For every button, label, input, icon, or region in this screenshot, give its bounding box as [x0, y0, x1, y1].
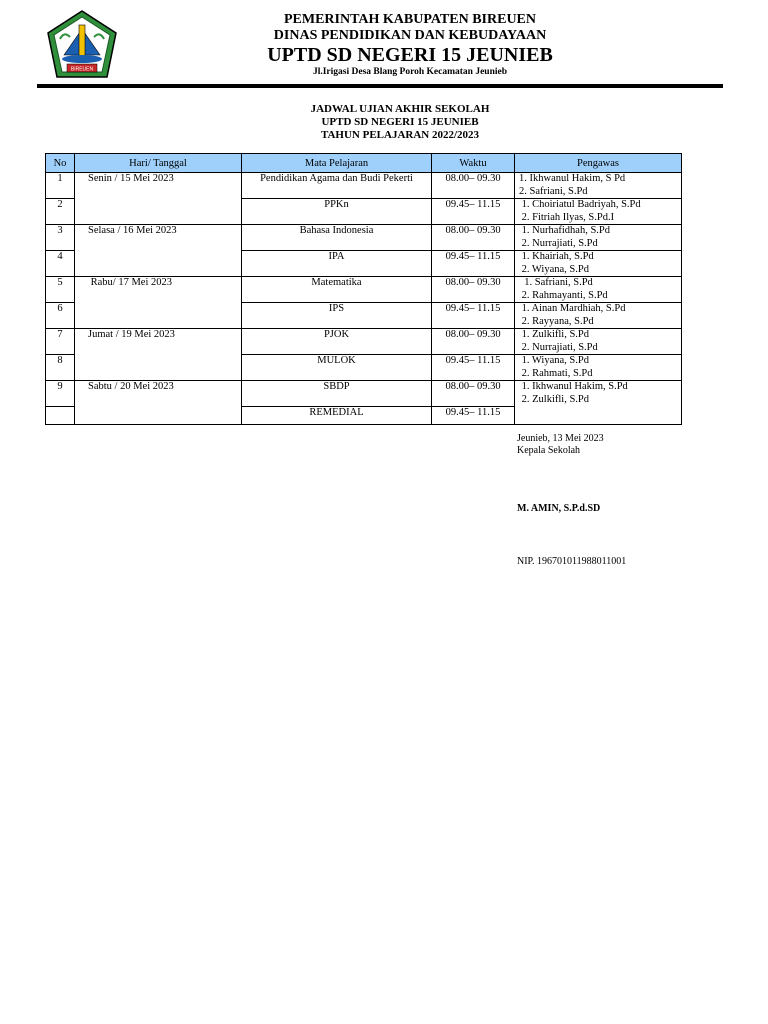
cell-pengawas: [515, 381, 682, 425]
pengawas-1: 1. Ikhwanul Hakim, S Pd: [519, 173, 626, 184]
kop-line-government: PEMERINTAH KABUPATEN BIREUEN: [283, 12, 537, 27]
cell-mata-pelajaran: PPKn: [242, 199, 432, 225]
header-pengawas: Pengawas: [515, 154, 682, 173]
cell-waktu: 08.00– 09.30: [432, 277, 515, 303]
pengawas-1: 1. Safriani, S.Pd: [519, 277, 593, 288]
cell-waktu: 09.45– 11.15: [432, 407, 515, 425]
cell-pengawas: [515, 251, 682, 277]
signature-name: M. AMIN, S.P.d.SD: [517, 503, 601, 514]
header-waktu: Waktu: [432, 154, 515, 173]
cell-hari-tanggal: Rabu/ 17 Mei 2023: [75, 277, 242, 329]
cell-mata-pelajaran: SBDP: [242, 381, 432, 407]
pengawas-2: 2. Rahmayanti, S.Pd: [519, 289, 608, 301]
cell-pengawas: [515, 277, 682, 303]
cell-mata-pelajaran: Matematika: [242, 277, 432, 303]
table-row: [46, 277, 682, 303]
pengawas-1: 1. Choiriatul Badriyah, S.Pd: [519, 199, 641, 210]
cell-mata-pelajaran: IPA: [242, 251, 432, 277]
cell-pengawas: [515, 329, 682, 355]
cell-no: 5: [46, 277, 75, 303]
table-row: [46, 225, 682, 251]
cell-pengawas: [515, 355, 682, 381]
cell-waktu: 08.00– 09.30: [432, 173, 515, 199]
cell-hari-tanggal: Selasa / 16 Mei 2023: [75, 225, 242, 277]
header-mata-pelajaran: Mata Pelajaran: [242, 154, 432, 173]
table-row: [46, 329, 682, 355]
letterhead-divider: [37, 84, 723, 88]
cell-mata-pelajaran: Pendidikan Agama dan Budi Pekerti: [242, 173, 432, 199]
cell-no: 1: [46, 173, 75, 199]
cell-pengawas: [515, 303, 682, 329]
table-body: [46, 173, 682, 425]
cell-no: 6: [46, 303, 75, 329]
cell-waktu: 09.45– 11.15: [432, 199, 515, 225]
cell-pengawas: [515, 225, 682, 251]
pengawas-2: 2. Safriani, S.Pd: [519, 185, 588, 197]
kop-line-school: UPTD SD NEGERI 15 JEUNIEB: [267, 44, 553, 66]
signature-place-date: Jeunieb, 13 Mei 2023: [517, 433, 604, 444]
document-subtitle-year: TAHUN PELAJARAN 2022/2023: [320, 129, 480, 141]
cell-waktu: 09.45– 11.15: [432, 251, 515, 277]
table-row: [46, 173, 682, 199]
cell-waktu: 08.00– 09.30: [432, 329, 515, 355]
bireuen-regency-logo: [44, 9, 120, 81]
document-subtitle-school: UPTD SD NEGERI 15 JEUNIEB: [321, 116, 479, 128]
table-header-row: [46, 154, 682, 173]
pengawas-1: 1. Ikhwanul Hakim, S.Pd: [519, 381, 628, 392]
cell-mata-pelajaran: IPS: [242, 303, 432, 329]
cell-no: 4: [46, 251, 75, 277]
table-row: [46, 381, 682, 407]
cell-pengawas: [515, 173, 682, 199]
pengawas-2: 2. Nurrajiati, S.Pd: [519, 341, 598, 353]
cell-no: [46, 407, 75, 425]
cell-no: 9: [46, 381, 75, 407]
cell-pengawas: [515, 199, 682, 225]
cell-waktu: 09.45– 11.15: [432, 303, 515, 329]
pengawas-2: 2. Rahmati, S.Pd: [519, 367, 593, 379]
cell-hari-tanggal: Jumat / 19 Mei 2023: [75, 329, 242, 381]
pengawas-2: 2. Fitriah Ilyas, S.Pd.I: [519, 211, 615, 223]
signature-nip: NIP. 196701011988011001: [517, 556, 627, 567]
pengawas-1: 1. Ainan Mardhiah, S.Pd: [519, 303, 626, 314]
cell-mata-pelajaran: PJOK: [242, 329, 432, 355]
pengawas-1: 1. Nurhafidhah, S.Pd: [519, 225, 610, 236]
kop-line-department: DINAS PENDIDIKAN DAN KEBUDAYAAN: [273, 28, 547, 43]
document-title: JADWAL UJIAN AKHIR SEKOLAH: [310, 103, 490, 115]
pengawas-2: 2. Rayyana, S.Pd: [519, 315, 594, 327]
cell-mata-pelajaran: MULOK: [242, 355, 432, 381]
header-hari-tanggal: Hari/ Tanggal: [75, 154, 242, 173]
cell-waktu: 08.00– 09.30: [432, 225, 515, 251]
pengawas-1: 1. Zulkifli, S.Pd: [519, 329, 590, 340]
cell-mata-pelajaran: REMEDIAL: [242, 407, 432, 425]
cell-mata-pelajaran: Bahasa Indonesia: [242, 225, 432, 251]
cell-no: 8: [46, 355, 75, 381]
logo-caption: BIREUEN: [70, 66, 94, 73]
cell-waktu: 09.45– 11.15: [432, 355, 515, 381]
bireuen-crest-icon: [44, 9, 120, 81]
cell-waktu: 08.00– 09.30: [432, 381, 515, 407]
pengawas-1: 1. Wiyana, S.Pd: [519, 355, 589, 366]
pengawas-2: 2. Zulkifli, S.Pd: [519, 393, 590, 405]
cell-no: 2: [46, 199, 75, 225]
header-no: No: [46, 154, 75, 173]
kop-address: Jl.Irigasi Desa Blang Poroh Kecamatan Jeunieb: [312, 67, 508, 77]
cell-no: 3: [46, 225, 75, 251]
pengawas-2: 2. Wiyana, S.Pd: [519, 263, 589, 275]
signature-role: Kepala Sekolah: [517, 445, 581, 456]
cell-hari-tanggal: Senin / 15 Mei 2023: [75, 173, 242, 225]
pengawas-2: 2. Nurrajiati, S.Pd: [519, 237, 598, 249]
cell-hari-tanggal: Sabtu / 20 Mei 2023: [75, 381, 242, 425]
pengawas-1: 1. Khairiah, S.Pd: [519, 251, 594, 262]
exam-schedule-table: [45, 153, 682, 425]
cell-no: 7: [46, 329, 75, 355]
